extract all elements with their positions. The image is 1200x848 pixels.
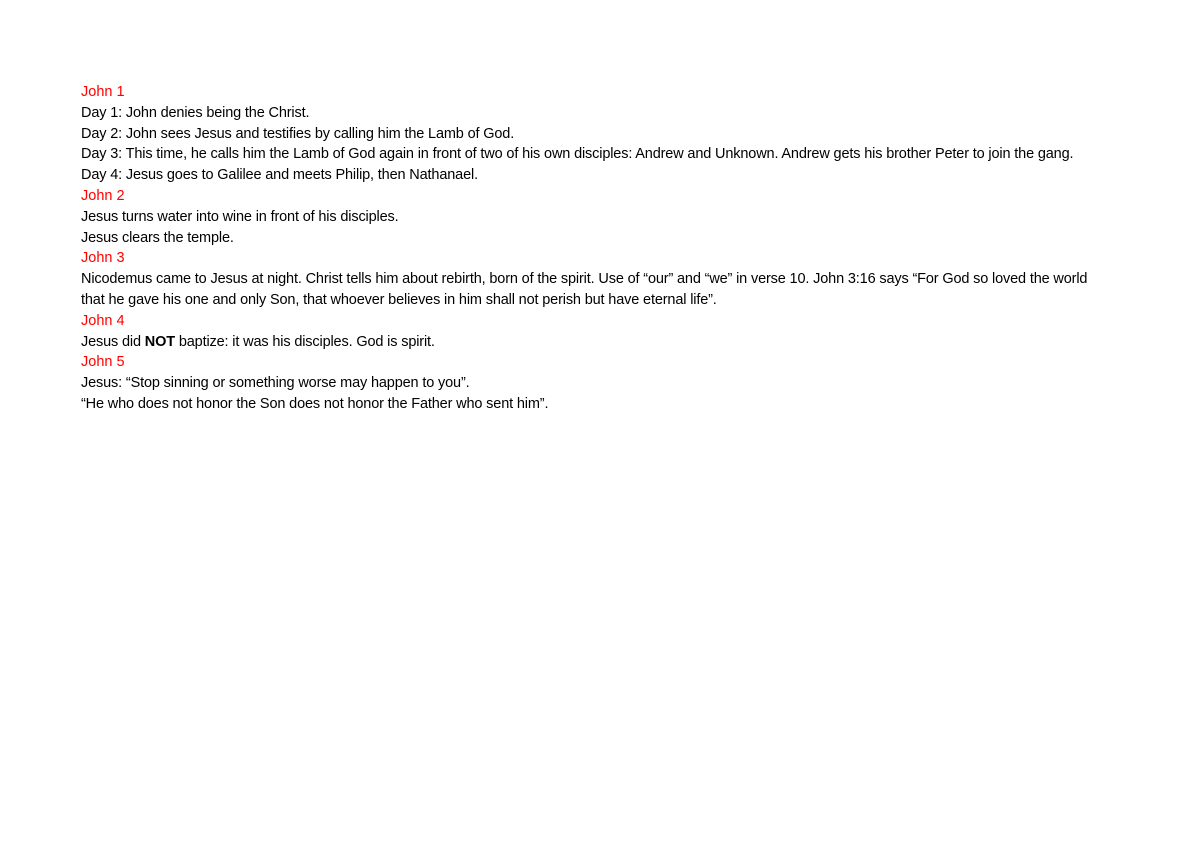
john-5-line-1: Jesus: “Stop sinning or something worse may happen to you”. <box>81 375 470 392</box>
section-heading-john-4: John 4 <box>81 312 125 329</box>
john-2-line-1: Jesus turns water into wine in front of his disciples. <box>81 208 399 225</box>
section-heading-john-1: John 1 <box>81 84 125 100</box>
john-5-line-2: “He who does not honor the Son does not honor the Father who sent him”. <box>81 395 549 412</box>
john-1-line-3: Day 3: This time, he calls him the Lamb of God again in front of two of his own disciples: Andrew and Unknown. Andrew gets his brother Peter to join the gang. <box>81 146 1074 163</box>
john-4-line-1 <box>81 332 1141 353</box>
john-4-line-before: Jesus did <box>81 333 145 350</box>
john-3-line-1: Nicodemus came to Jesus at night. Christ tells him about rebirth, born of the spirit. Use of “our” and “we” in verse 10. John 3:16 says “For God so loved the world that he gave his one and only Son, that whoever believes in him shall not perish but have eternal life”. <box>81 271 1088 308</box>
document-body <box>81 82 1141 415</box>
section-heading-john-2: John 2 <box>81 187 125 204</box>
section-heading-john-3: John 3 <box>81 250 125 267</box>
john-2-line-2: Jesus clears the temple. <box>81 229 234 246</box>
john-1-line-4: Day 4: Jesus goes to Galilee and meets Philip, then Nathanael. <box>81 167 478 184</box>
john-4-line-bold: NOT <box>144 333 175 350</box>
section-heading-john-5: John 5 <box>81 354 125 371</box>
john-4-line-after: baptize: it was his disciples. God is spirit. <box>174 333 435 350</box>
john-1-line-2: Day 2: John sees Jesus and testifies by calling him the Lamb of God. <box>81 125 515 142</box>
john-1-line-1: Day 1: John denies being the Christ. <box>81 104 310 121</box>
